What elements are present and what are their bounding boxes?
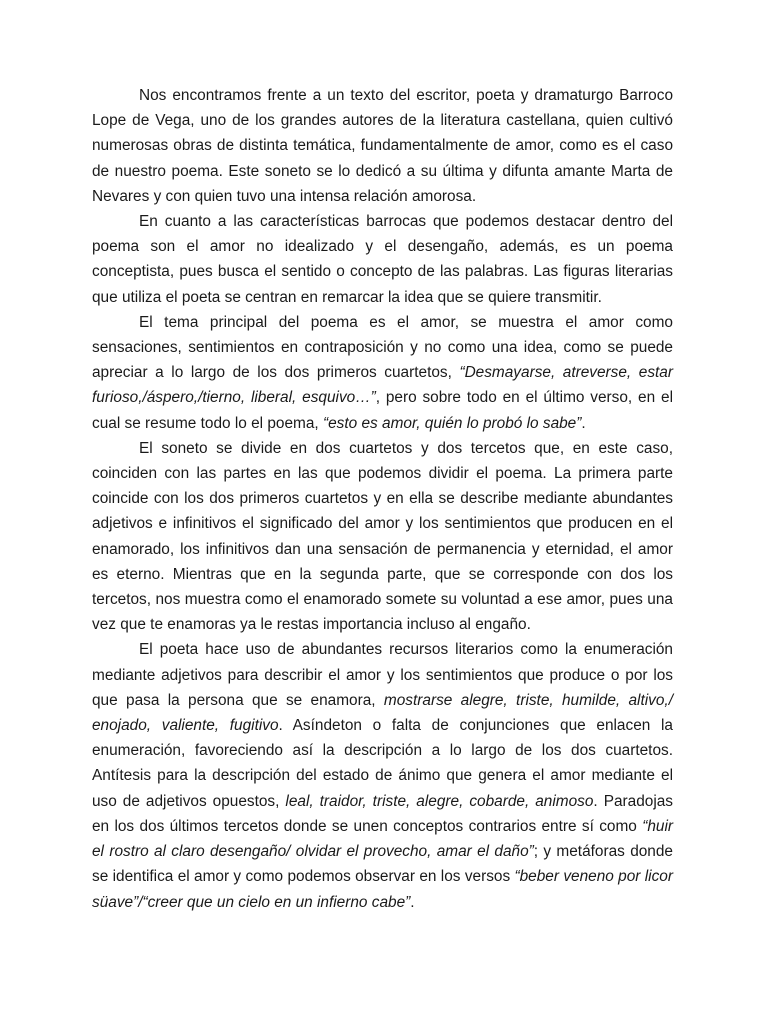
text-segment: El soneto se divide en dos cuartetos y dos tercetos que, en este caso, coinciden con las partes en las que podemos dividir el poema. La primera parte coincide con los dos primeros cuartetos y en ella se describe mediante abundantes adjetivos e infinitivos el significado del amor y los sentimientos que producen en el enamorado, los infinitivos dan una sensación de permanencia y eternidad, el amor es eterno. Mientras que en la segunda parte, que se corresponde con dos los tercetos, nos muestra como el enamorado somete su voluntad a ese amor, pues una vez que te enamoras ya le restas importancia incluso al engaño. bbox=[92, 439, 673, 634]
text-segment: . Asíndeton o falta de conjunciones que enlacen la enumeración, favoreciendo así la descripción a lo largo de los dos cuartetos. Antítesis para la descripción del estado de ánimo que genera el amor mediante el uso de adjetivos opuestos, bbox=[92, 717, 673, 810]
text-segment: . Paradojas en los dos últimos tercetos donde se unen conceptos contrarios entre sí como bbox=[92, 792, 673, 835]
quote-segment: “Desmayarse, atreverse, estar furioso,/áspero,/tierno, liberal, esquivo…” bbox=[92, 364, 673, 407]
paragraph-3 bbox=[92, 310, 673, 436]
text-segment: El poeta hace uso de abundantes recursos literarios como la enumeración mediante adjetivos para describir el amor y los sentimientos que produce o por los que pasa la persona que se enamora, bbox=[92, 641, 673, 709]
text-segment: Nos encontramos frente a un texto del escritor, poeta y dramaturgo Barroco Lope de Vega, uno de los grandes autores de la literatura castellana, quien cultivó numerosas obras de distinta temática, fundamentalmente de amor, como es el caso de nuestro poema. Este soneto se lo dedicó a su última y difunta amante Marta de Nevares y con quien tuvo una intensa relación amorosa. bbox=[92, 87, 673, 205]
quote-segment: “esto es amor, quién lo probó lo sabe” bbox=[323, 414, 582, 432]
text-segment: . bbox=[581, 414, 586, 432]
quote-segment: “beber veneno por licor süave”/“creer que un cielo en un infierno cabe” bbox=[92, 868, 673, 911]
text-segment: El tema principal del poema es el amor, se muestra el amor como sensaciones, sentimientos en contraposición y no como una idea, como se puede apreciar a lo largo de los dos primeros cuartetos, bbox=[92, 313, 673, 382]
paragraph-5 bbox=[92, 637, 673, 914]
quote-segment: “huir el rostro al claro desengaño/ olvidar el provecho, amar el daño” bbox=[92, 817, 673, 861]
paragraph-4 bbox=[92, 436, 673, 638]
quote-segment: leal, traidor, triste, alegre, cobarde, animoso bbox=[285, 792, 594, 810]
text-segment: , pero sobre todo en el último verso, en el cual se resume todo lo el poema, bbox=[92, 389, 673, 432]
document-body bbox=[92, 83, 673, 915]
text-segment: En cuanto a las características barrocas que podemos destacar dentro del poema son el amor no idealizado y el desengaño, además, es un poema conceptista, pues busca el sentido o concepto de las palabras. Las figuras literarias que utiliza el poeta se centran en remarcar la idea que se quiere transmitir. bbox=[92, 213, 673, 306]
paragraph-1 bbox=[92, 83, 673, 209]
paragraph-2 bbox=[92, 209, 673, 310]
text-segment: ; y metáforas donde se identifica el amor y como podemos observar en los versos bbox=[92, 843, 673, 886]
quote-segment: mostrarse alegre, triste, humilde, altivo,/ enojado, valiente, fugitivo bbox=[92, 691, 673, 735]
text-segment: . bbox=[410, 893, 415, 911]
